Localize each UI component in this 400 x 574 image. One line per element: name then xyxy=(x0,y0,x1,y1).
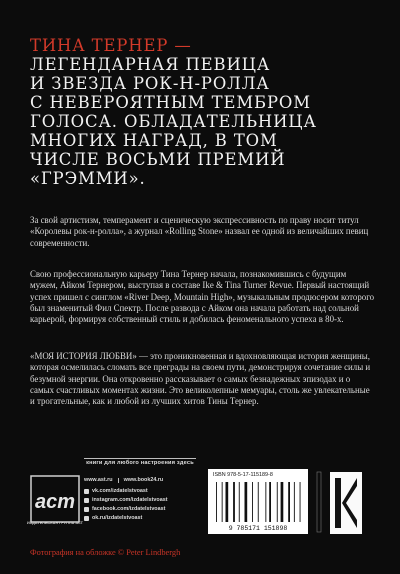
photo-credit: Фотография на обложке © Peter Lindbergh xyxy=(30,548,181,557)
headline-line: МНОГИХ НАГРАД, В ТОМ xyxy=(30,131,278,150)
social-link[interactable]: facebook.com/izdatelstvoast xyxy=(92,506,166,512)
isbn-text: ISBN 978-5-17-115189-8 xyxy=(213,472,273,478)
description-paragraph-2: Свою профессиональную карьеру Тина Тернер начала, познакомившись с будущим мужем, Айком Тернером, выступая в составе Ike & Tina Turner Revue. Первый настоящий успех пришел с синглом «River Deep, Mountain High», музыкальным продюсером которого был знаменитый Фил Спектр. После развода с Айком она начала работать над сольной карьерой, формируя собственный стиль и добилась феноменального успеха в 80-х. xyxy=(30,269,375,325)
barcode-digits: 9 785171 151898 xyxy=(228,525,288,532)
headline-line: С НЕВЕРОЯТНЫМ ТЕМБРОМ xyxy=(30,93,311,112)
headline-author: ТИНА ТЕРНЕР — xyxy=(30,36,192,55)
tagline-strip: книги для любого настроения здесь xyxy=(84,458,196,468)
description-paragraph-3: «МОЯ ИСТОРИЯ ЛЮБВИ» — это проникновенная и вдохновляющая история женщины, которая осмелилась сломать все преграды на своем пути, демонстрируя сочетание силы и безумной энергии. Она откровенно рассказывает о самых безнадежных эпизодах и о самых счастливых моментах жизни. Это великолепные мемуары, столь же увлекательные и трогательные, как и любой из лучших хитов Тины Тернер. xyxy=(30,351,371,407)
social-link[interactable]: vk.com/izdatelstvoast xyxy=(92,488,148,494)
barcode-icon xyxy=(212,480,304,532)
headline-line: И ЗВЕЗДА РОК-Н-РОЛЛА xyxy=(30,74,270,93)
ast-logo-icon xyxy=(30,475,80,523)
divider xyxy=(118,478,119,483)
eco-mark-icon xyxy=(316,470,322,534)
description-paragraph-1: За свой артистизм, темперамент и сценическую экспрессивность по праву носит титул «Королевы рок-н-ролла», а журнал «Rolling Stone» назвал ее одной из величайших певиц современности. xyxy=(30,215,369,248)
publisher-links xyxy=(84,476,204,523)
social-link[interactable]: instagram.com/izdatelstvoast xyxy=(92,497,168,503)
headline-line: ГОЛОСА. ОБЛАДАТЕЛЬНИЦА xyxy=(30,112,317,131)
headline-line: ЛЕГЕНДАРНАЯ ПЕВИЦА xyxy=(30,55,271,74)
barcode-panel xyxy=(208,469,308,534)
publisher-name: ИЗДАТЕЛЬСКАЯ ГРУППА АСТ xyxy=(27,521,83,525)
site-link[interactable]: www.book24.ru xyxy=(123,477,164,483)
instagram-icon xyxy=(84,498,89,503)
headline xyxy=(30,36,380,188)
facebook-icon xyxy=(84,507,89,512)
social-link[interactable]: ok.ru/izdatelstvoast xyxy=(92,515,143,521)
vk-icon xyxy=(84,489,89,494)
corner-logo-icon xyxy=(330,472,362,534)
site-link[interactable]: www.ast.ru xyxy=(84,477,113,483)
headline-line: «ГРЭММИ». xyxy=(30,169,146,188)
svg-text:аст: аст xyxy=(34,491,76,513)
ok-icon xyxy=(84,516,89,521)
headline-line: ЧИСЛЕ ВОСЬМИ ПРЕМИЙ xyxy=(30,150,286,169)
